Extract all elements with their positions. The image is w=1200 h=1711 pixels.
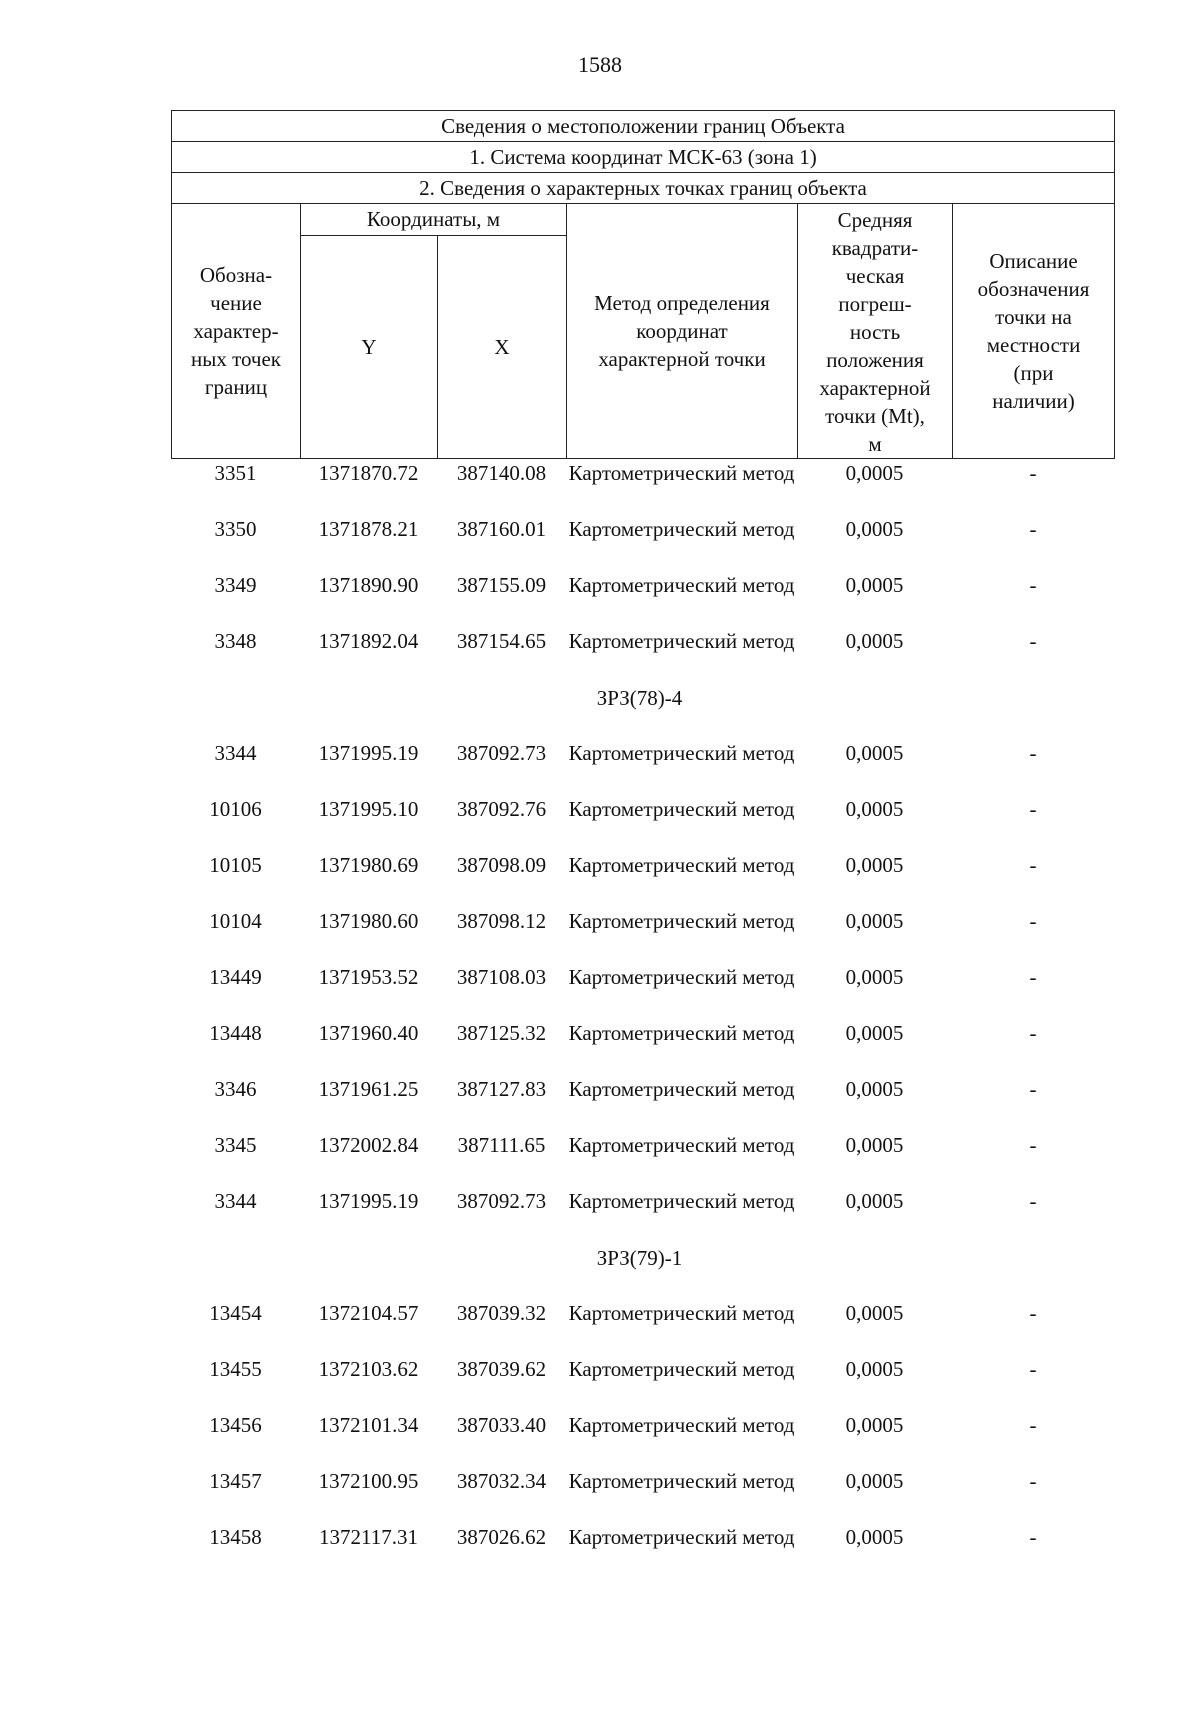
point-description: - (1029, 1021, 1037, 1045)
method: Картометрический метод (568, 517, 795, 541)
method: Картометрический метод (568, 573, 795, 597)
rows-group-b (171, 739, 1114, 1243)
group-label-zrz-78-4 (171, 683, 1114, 739)
boundary-points-sheet (171, 110, 1114, 1579)
point-number: 13455 (209, 1357, 262, 1381)
table-row (171, 627, 1114, 683)
group-label-text: ЗРЗ(78)-4 (596, 686, 683, 710)
coord-y: 1371980.69 (318, 853, 419, 877)
point-number: 3344 (214, 741, 257, 765)
point-description: - (1029, 1301, 1037, 1325)
point-number: 3345 (214, 1133, 257, 1157)
page-number: 1588 (578, 52, 622, 77)
coord-y: 1371960.40 (318, 1021, 419, 1045)
mean-square-error: 0,0005 (845, 1021, 904, 1045)
coordinate-system: 1. Система координат МСК-63 (зона 1) (172, 142, 1115, 173)
table-row (171, 1523, 1114, 1579)
coord-x: 387098.12 (456, 909, 547, 933)
col-header-error: Средняя квадрати- ческая погреш- ность положения характерной точки (Mt), м (798, 204, 953, 459)
point-number: 13456 (209, 1413, 262, 1437)
coord-x: 387098.09 (456, 853, 547, 877)
mean-square-error: 0,0005 (845, 1413, 904, 1437)
method: Картометрический метод (568, 1469, 795, 1493)
rows-group-c (171, 1299, 1114, 1579)
mean-square-error: 0,0005 (845, 629, 904, 653)
coord-x: 387108.03 (456, 965, 547, 989)
group-label-text: ЗРЗ(79)-1 (596, 1246, 683, 1270)
coord-y: 1371953.52 (318, 965, 419, 989)
col-header-method: Метод определения координат характерной точки (567, 204, 798, 459)
table-body (171, 459, 1114, 1579)
table-row (171, 963, 1114, 1019)
rows-group-a (171, 459, 1114, 683)
coord-x: 387092.73 (456, 741, 547, 765)
mean-square-error: 0,0005 (845, 741, 904, 765)
coord-x: 387039.62 (456, 1357, 547, 1381)
point-description: - (1029, 853, 1037, 877)
coord-y: 1372100.95 (318, 1469, 419, 1493)
table-row (171, 515, 1114, 571)
table-row (171, 1299, 1114, 1355)
point-number: 13449 (209, 965, 262, 989)
point-number: 13458 (209, 1525, 262, 1549)
coord-y: 1371995.10 (318, 797, 419, 821)
method: Картометрический метод (568, 1133, 795, 1157)
point-number: 3349 (214, 573, 257, 597)
col-header-point: Обозна- чение характер- ных точек границ (172, 204, 301, 459)
coord-x: 387140.08 (456, 461, 547, 485)
coord-y: 1372103.62 (318, 1357, 419, 1381)
mean-square-error: 0,0005 (845, 797, 904, 821)
method: Картометрический метод (568, 1189, 795, 1213)
point-description: - (1029, 965, 1037, 989)
coord-y: 1372002.84 (318, 1133, 419, 1157)
method: Картометрический метод (568, 741, 795, 765)
method: Картометрический метод (568, 461, 795, 485)
point-description: - (1029, 797, 1037, 821)
coord-x: 387127.83 (456, 1077, 547, 1101)
point-number: 3344 (214, 1189, 257, 1213)
coord-x: 387033.40 (456, 1413, 547, 1437)
point-description: - (1029, 1525, 1037, 1549)
coord-y: 1372117.31 (319, 1525, 418, 1549)
coord-x: 387092.73 (456, 1189, 547, 1213)
table-row (171, 1467, 1114, 1523)
table-title: Сведения о местоположении границ Объекта (172, 111, 1115, 142)
coord-y: 1371878.21 (318, 517, 419, 541)
table-row (171, 1187, 1114, 1243)
table-row (171, 1075, 1114, 1131)
coord-y: 1371995.19 (318, 1189, 419, 1213)
coord-x: 387111.65 (457, 1133, 546, 1157)
coord-y: 1372101.34 (318, 1413, 419, 1437)
point-number: 3351 (214, 461, 257, 485)
section-title: 2. Сведения о характерных точках границ объекта (172, 173, 1115, 204)
point-description: - (1029, 629, 1037, 653)
point-description: - (1029, 1357, 1037, 1381)
coord-x: 387026.62 (456, 1525, 547, 1549)
method: Картометрический метод (568, 797, 795, 821)
point-description: - (1029, 909, 1037, 933)
table-header (171, 110, 1115, 459)
point-number: 13454 (209, 1301, 262, 1325)
mean-square-error: 0,0005 (845, 517, 904, 541)
mean-square-error: 0,0005 (845, 461, 904, 485)
method: Картометрический метод (568, 909, 795, 933)
method: Картометрический метод (568, 1525, 795, 1549)
method: Картометрический метод (568, 1021, 795, 1045)
table-row (171, 459, 1114, 515)
table-row (171, 1411, 1114, 1467)
point-number: 10106 (209, 797, 262, 821)
coord-y: 1371890.90 (318, 573, 419, 597)
point-description: - (1029, 1189, 1037, 1213)
coord-x: 387039.32 (456, 1301, 547, 1325)
point-description: - (1029, 1413, 1037, 1437)
mean-square-error: 0,0005 (845, 965, 904, 989)
table-row (171, 795, 1114, 851)
point-number: 13448 (209, 1021, 262, 1045)
mean-square-error: 0,0005 (845, 1077, 904, 1101)
point-number: 10104 (209, 909, 262, 933)
point-description: - (1029, 741, 1037, 765)
coord-x: 387154.65 (456, 629, 547, 653)
table-row (171, 1019, 1114, 1075)
point-description: - (1029, 1077, 1037, 1101)
point-number: 13457 (209, 1469, 262, 1493)
method: Картометрический метод (568, 1413, 795, 1437)
point-description: - (1029, 1133, 1037, 1157)
method: Картометрический метод (568, 1301, 795, 1325)
table-row (171, 851, 1114, 907)
mean-square-error: 0,0005 (845, 1301, 904, 1325)
table-row (171, 571, 1114, 627)
coord-x: 387125.32 (456, 1021, 547, 1045)
point-number: 3346 (214, 1077, 257, 1101)
point-description: - (1029, 573, 1037, 597)
group-label-zrz-79-1 (171, 1243, 1114, 1299)
coord-y: 1371995.19 (318, 741, 419, 765)
mean-square-error: 0,0005 (845, 853, 904, 877)
mean-square-error: 0,0005 (845, 909, 904, 933)
point-description: - (1029, 461, 1037, 485)
coord-x: 387155.09 (456, 573, 547, 597)
method: Картометрический метод (568, 629, 795, 653)
point-description: - (1029, 517, 1037, 541)
table-row (171, 907, 1114, 963)
col-header-y: Y (301, 235, 438, 458)
coord-y: 1371961.25 (318, 1077, 419, 1101)
point-number: 10105 (209, 853, 262, 877)
coord-y: 1371892.04 (318, 629, 419, 653)
col-header-coordinates: Координаты, м (301, 204, 567, 236)
method: Картометрический метод (568, 853, 795, 877)
coord-y: 1371980.60 (318, 909, 419, 933)
mean-square-error: 0,0005 (845, 1357, 904, 1381)
coord-x: 387032.34 (456, 1469, 547, 1493)
mean-square-error: 0,0005 (845, 1525, 904, 1549)
table-row (171, 1355, 1114, 1411)
point-number: 3350 (214, 517, 257, 541)
point-description: - (1029, 1469, 1037, 1493)
coord-y: 1371870.72 (318, 461, 419, 485)
mean-square-error: 0,0005 (845, 1133, 904, 1157)
col-header-description: Описание обозначения точки на местности (при наличии) (953, 204, 1115, 459)
method: Картометрический метод (568, 1077, 795, 1101)
col-header-x: X (438, 235, 567, 458)
coord-x: 387160.01 (456, 517, 547, 541)
method: Картометрический метод (568, 1357, 795, 1381)
table-row (171, 739, 1114, 795)
mean-square-error: 0,0005 (845, 573, 904, 597)
coord-y: 1372104.57 (318, 1301, 419, 1325)
method: Картометрический метод (568, 965, 795, 989)
mean-square-error: 0,0005 (845, 1189, 904, 1213)
table-row (171, 1131, 1114, 1187)
mean-square-error: 0,0005 (845, 1469, 904, 1493)
coord-x: 387092.76 (456, 797, 547, 821)
point-number: 3348 (214, 629, 257, 653)
